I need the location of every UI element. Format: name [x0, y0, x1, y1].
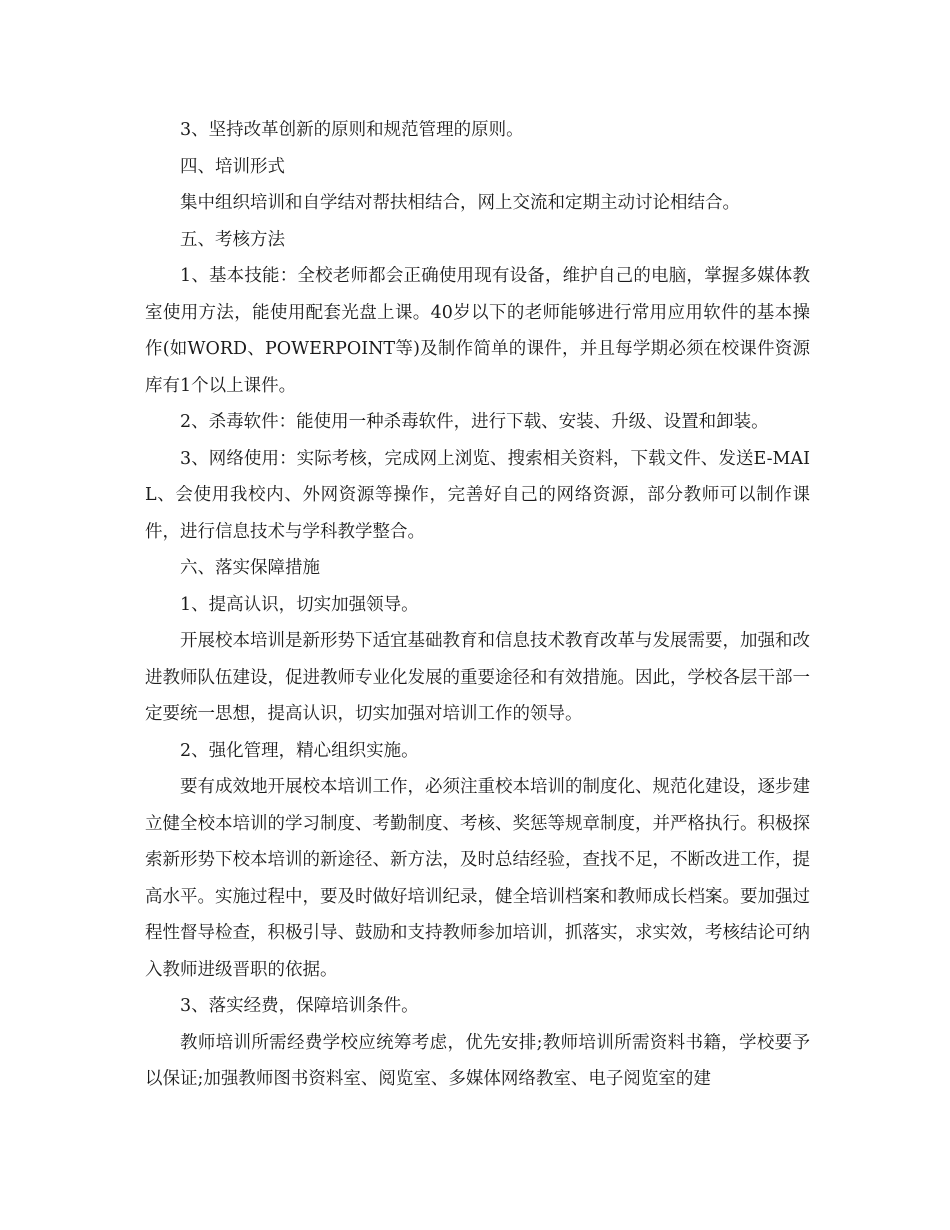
- measure-paragraph-funding: 教师培训所需经费学校应统筹考虑，优先安排;教师培训所需资料书籍，学校要予以保证;加强教师图书资料室、阅览室、多媒体网络教室、电子阅览室的建: [145, 1032, 810, 1089]
- measure-heading-management: 2、强化管理，精心组织实施。: [180, 740, 419, 761]
- training-form-paragraph: 集中组织培训和自学结对帮扶相结合，网上交流和定期主动讨论相结合。: [180, 193, 740, 213]
- measure-heading-awareness: 1、提高认识，切实加强领导。: [180, 594, 419, 615]
- measure-paragraph-awareness: 开展校本培训是新形势下适宜基础教育和信息技术教育改革与发展需要，加强和改进教师队伍建设，促进教师专业化发展的重要途径和有效措施。因此，学校各层干部一定要统一思想，提高认识，切实加强对培训工作的领导。: [145, 631, 810, 724]
- section-heading-safeguard-measures: 六、落实保障措施: [180, 558, 320, 578]
- measure-heading-funding: 3、落实经费，保障培训条件。: [180, 996, 419, 1016]
- assessment-item-basic-skills: 1、基本技能：全校老师都会正确使用现有设备，维护自己的电脑，掌握多媒体教室使用方法，能使用配套光盘上课。40岁以下的老师能够进行常用应用软件的基本操作(如WORD、POWERPOINT等)及制作简单的课件，并且每学期必须在校课件资源库有1个以上课件。: [145, 266, 810, 396]
- section-heading-training-form: 四、培训形式: [180, 156, 285, 177]
- section-heading-assessment-method: 五、考核方法: [180, 229, 285, 250]
- principle-item-3: 3、坚持改革创新的原则和规范管理的原则。: [180, 120, 524, 140]
- assessment-item-network: 3、网络使用：实际考核，完成网上浏览、搜索相关资料，下载文件、发送E-MAIL、会使用我校内、外网资源等操作，完善好自己的网络资源，部分教师可以制作课件，进行信息技术与学科教学整合。: [145, 448, 810, 542]
- document-body: [145, 112, 810, 1098]
- assessment-item-antivirus: 2、杀毒软件：能使用一种杀毒软件，进行下载、安装、升级、设置和卸装。: [180, 412, 769, 432]
- measure-paragraph-management: 要有成效地开展校本培训工作，必须注重校本培训的制度化、规范化建设，逐步建立健全校本培训的学习制度、考勤制度、考核、奖惩等规章制度，并严格执行。积极探索新形势下校本培训的新途径、新方法，及时总结经验，查找不足，不断改进工作，提高水平。实施过程中，要及时做好培训纪录，健全培训档案和教师成长档案。要加强过程性督导检查，积极引导、鼓励和支持教师参加培训，抓落实，求实效，考核结论可纳入教师进级晋职的依据。: [145, 777, 810, 980]
